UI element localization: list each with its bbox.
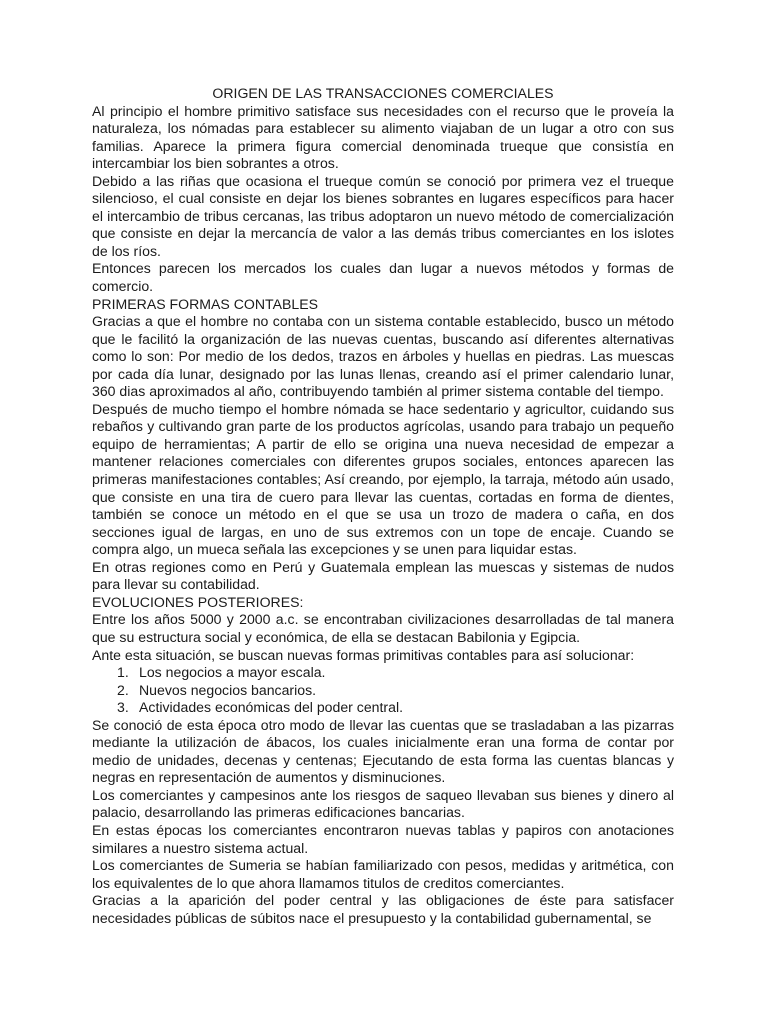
paragraph-evoluciones-5: En estas épocas los comerciantes encontraron nuevas tablas y papiros con anotaciones similares a nuestro sistema actual. xyxy=(92,821,674,856)
list-item-number: 1. xyxy=(117,664,129,681)
paragraph-intro-1: Al principio el hombre primitivo satisface sus necesidades con el recurso que le proveía la naturaleza, los nómadas para establecer su alimento viajaban de un lugar a otro con sus familias. Aparece la primera figura comercial denominada trueque que consistía en intercambiar los bien sobrantes a otros. xyxy=(92,102,674,172)
list-item-text: Actividades económicas del poder central. xyxy=(139,699,404,716)
paragraph-primeras-3: En otras regiones como en Perú y Guatemala emplean las muescas y sistemas de nudos para llevar su contabilidad. xyxy=(92,558,674,593)
paragraph-primeras-2: Después de mucho tiempo el hombre nómada se hace sedentario y agricultor, cuidando sus rebaños y cultivando gran parte de los productos agrícolas, usando para trabajo un pequeño equipo de herramientas; A partir de ello se origina una nueva necesidad de empezar a mantener relaciones comerciales con diferentes grupos sociales, entonces aparecen las primeras manifestaciones contables; Así creando, por ejemplo, la tarraja, método aún usado, que consiste en una tira de cuero para llevar las cuentas, cortadas en forma de dientes, también se conoce un método en el que se usa un trozo de madera o caña, en dos secciones igual de largas, en uno de sus extremos con un tope de encaje. Cuando se compra algo, un mueca señala las excepciones y se unen para liquidar estas. xyxy=(92,400,674,558)
paragraph-evoluciones-4: Los comerciantes y campesinos ante los riesgos de saqueo llevaban sus bienes y dinero al palacio, desarrollando las primeras edificaciones bancarias. xyxy=(92,786,674,821)
paragraph-evoluciones-2: Ante esta situación, se buscan nuevas formas primitivas contables para así solucionar: xyxy=(92,646,635,663)
paragraph-primeras-1: Gracias a que el hombre no contaba con un sistema contable establecido, busco un método que le facilitó la organización de las nuevas cuentas, buscando así diferentes alternativas como lo son: Por medio de los dedos, trazos en árboles y huellas en piedras. Las muescas por cada día lunar, designado por las lunas llenas, creando así el primer calendario lunar, 360 dias aproximados al año, contribuyendo también al primer sistema contable del tiempo. xyxy=(92,313,674,400)
list-item-text: Los negocios a mayor escala. xyxy=(139,664,326,681)
paragraph-intro-2: Debido a las riñas que ocasiona el trueque común se conoció por primera vez el trueque silencioso, el cual consiste en dejar los bienes sobrantes en lugares específicos para hacer el intercambio de tribus cercanas, las tribus adoptaron un nuevo método de comercialización que consiste en dejar la mercancía de valor a las demás tribus comerciantes en los islotes de los ríos. xyxy=(92,172,674,259)
paragraph-evoluciones-3: Se conoció de esta época otro modo de llevar las cuentas que se trasladaban a las pizarras mediante la utilización de ábacos, los cuales inicialmente eran una forma de contar por medio de unidades, decenas y centenas; Ejecutando de esta forma las cuentas blancas y negras en representación de aumentos y disminuciones. xyxy=(92,716,674,786)
section-heading-primeras: PRIMERAS FORMAS CONTABLES xyxy=(92,295,319,312)
paragraph-evoluciones-6: Los comerciantes de Sumeria se habían familiarizado con pesos, medidas y aritmética, con los equivalentes de lo que ahora llamamos titulos de creditos comerciantes. xyxy=(92,857,674,891)
list-item-number: 2. xyxy=(117,681,129,698)
section-heading-evoluciones: EVOLUCIONES POSTERIORES: xyxy=(92,593,304,610)
paragraph-evoluciones-7: Gracias a la aparición del poder central y las obligaciones de éste para satisfacer necesidades públicas de súbitos nace el presupuesto y la contabilidad gubernamental, se xyxy=(92,892,674,926)
list-item xyxy=(92,664,674,682)
document-page xyxy=(92,85,674,927)
list-item-text: Nuevos negocios bancarios. xyxy=(139,681,317,698)
list-item-number: 3. xyxy=(117,699,129,716)
list-item xyxy=(92,699,674,717)
paragraph-intro-3: Entonces parecen los mercados los cuales dan lugar a nuevos métodos y formas de comercio. xyxy=(92,260,674,295)
document-title: ORIGEN DE LAS TRANSACCIONES COMERCIALES xyxy=(212,85,554,101)
paragraph-evoluciones-1: Entre los años 5000 y 2000 a.c. se encontraban civilizaciones desarrolladas de tal manera que su estructura social y económica, de ella se destacan Babilonia y Egipcia. xyxy=(92,611,674,645)
list-item xyxy=(92,682,674,700)
numbered-list xyxy=(92,664,674,717)
